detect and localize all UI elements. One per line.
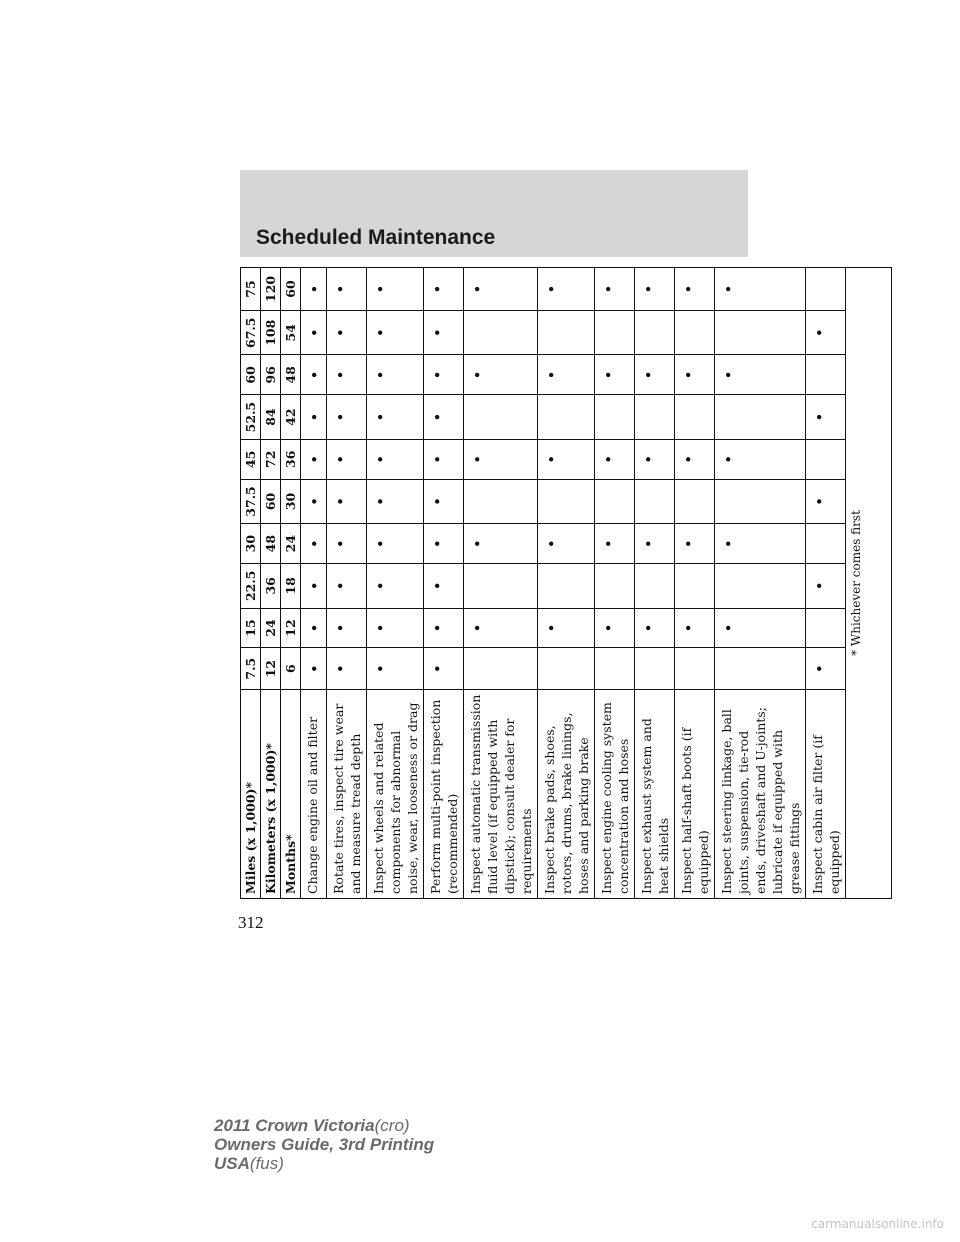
service-bullet: •: [715, 524, 806, 564]
service-bullet: •: [675, 268, 715, 311]
service-bullet: •: [806, 311, 846, 355]
service-bullet: •: [424, 648, 464, 689]
header-row: [261, 268, 281, 899]
header-value: 12: [261, 648, 281, 689]
service-bullet: •: [595, 355, 635, 395]
empty-cell: [806, 268, 846, 311]
header-label: Miles (x 1,000)*: [241, 689, 261, 898]
table-row: [301, 268, 327, 899]
service-bullet: •: [327, 564, 367, 608]
table-row: [464, 268, 538, 899]
header-value: 36: [281, 439, 301, 479]
service-bullet: •: [538, 439, 595, 479]
task-label: Perform multi-point inspection (recommended): [424, 689, 464, 898]
empty-cell: [715, 479, 806, 523]
service-bullet: •: [675, 439, 715, 479]
task-label: Inspect brake pads, shoes, rotors, drums, brake linings, hoses and parking brake: [538, 689, 595, 898]
empty-cell: [595, 648, 635, 689]
service-bullet: •: [635, 355, 675, 395]
header-value: 22.5: [241, 564, 261, 608]
empty-cell: [464, 311, 538, 355]
service-bullet: •: [301, 608, 327, 648]
header-value: 42: [281, 395, 301, 439]
task-label: Inspect steering linkage, ball joints, suspension, tie-rod ends, driveshaft and U-joints; lubricate if equipped with grease fittings: [715, 689, 806, 898]
service-bullet: •: [301, 395, 327, 439]
service-bullet: •: [595, 439, 635, 479]
header-value: 60: [261, 479, 281, 523]
header-value: 120: [261, 268, 281, 311]
service-bullet: •: [424, 311, 464, 355]
service-bullet: •: [595, 268, 635, 311]
service-bullet: •: [327, 311, 367, 355]
service-bullet: •: [635, 439, 675, 479]
empty-cell: [675, 564, 715, 608]
service-bullet: •: [424, 439, 464, 479]
service-bullet: •: [367, 524, 424, 564]
service-bullet: •: [424, 564, 464, 608]
service-bullet: •: [675, 524, 715, 564]
service-bullet: •: [595, 608, 635, 648]
task-label: Inspect exhaust system and heat shields: [635, 689, 675, 898]
header-value: 67.5: [241, 311, 261, 355]
empty-cell: [635, 479, 675, 523]
task-label: Inspect automatic transmission fluid level (if equipped with dipstick); consult dealer for requirements: [464, 689, 538, 898]
service-bullet: •: [806, 648, 846, 689]
empty-cell: [715, 395, 806, 439]
service-bullet: •: [595, 524, 635, 564]
empty-cell: [538, 395, 595, 439]
empty-cell: [675, 479, 715, 523]
header-value: 54: [281, 311, 301, 355]
header-value: 52.5: [241, 395, 261, 439]
service-bullet: •: [538, 524, 595, 564]
service-bullet: •: [715, 355, 806, 395]
header-value: 36: [261, 564, 281, 608]
task-label: Inspect wheels and related components for abnormal noise, wear, looseness or drag: [367, 689, 424, 898]
service-bullet: •: [464, 439, 538, 479]
service-bullet: •: [635, 608, 675, 648]
header-row: [281, 268, 301, 899]
empty-cell: [595, 564, 635, 608]
service-bullet: •: [538, 355, 595, 395]
service-bullet: •: [327, 524, 367, 564]
service-bullet: •: [538, 608, 595, 648]
header-value: 30: [241, 524, 261, 564]
service-bullet: •: [301, 479, 327, 523]
service-bullet: •: [635, 524, 675, 564]
service-bullet: •: [367, 439, 424, 479]
service-bullet: •: [367, 355, 424, 395]
footer-edition: Owners Guide, 3rd Printing: [214, 1135, 435, 1154]
service-bullet: •: [424, 524, 464, 564]
empty-cell: [675, 311, 715, 355]
header-label: Kilometers (x 1,000)*: [261, 689, 281, 898]
service-bullet: •: [367, 268, 424, 311]
header-value: 96: [261, 355, 281, 395]
service-bullet: •: [367, 395, 424, 439]
empty-cell: [635, 564, 675, 608]
maintenance-schedule: [240, 267, 863, 899]
empty-cell: [538, 648, 595, 689]
service-bullet: •: [538, 268, 595, 311]
service-bullet: •: [424, 268, 464, 311]
service-bullet: •: [806, 564, 846, 608]
header-value: 24: [261, 608, 281, 648]
header-value: 60: [241, 355, 261, 395]
header-value: 15: [241, 608, 261, 648]
header-value: 6: [281, 648, 301, 689]
header-label: Months*: [281, 689, 301, 898]
table-footnote: * Whichever comes first: [846, 267, 892, 899]
service-bullet: •: [675, 355, 715, 395]
service-bullet: •: [806, 395, 846, 439]
service-bullet: •: [301, 648, 327, 689]
table-header: [241, 268, 301, 899]
table-row: [538, 268, 595, 899]
service-bullet: •: [675, 608, 715, 648]
service-bullet: •: [327, 439, 367, 479]
empty-cell: [806, 439, 846, 479]
task-label: Rotate tires, inspect tire wear and measure tread depth: [327, 689, 367, 898]
empty-cell: [806, 355, 846, 395]
empty-cell: [635, 648, 675, 689]
table-row: [675, 268, 715, 899]
service-bullet: •: [327, 648, 367, 689]
header-value: 72: [261, 439, 281, 479]
document-footer: [214, 1116, 434, 1173]
service-bullet: •: [327, 479, 367, 523]
service-bullet: •: [424, 479, 464, 523]
footer-model-code: (cro): [374, 1116, 410, 1135]
table-row: [595, 268, 635, 899]
empty-cell: [464, 395, 538, 439]
service-bullet: •: [367, 311, 424, 355]
header-row: [241, 268, 261, 899]
service-bullet: •: [635, 268, 675, 311]
empty-cell: [538, 564, 595, 608]
service-bullet: •: [424, 608, 464, 648]
service-bullet: •: [327, 355, 367, 395]
header-value: 24: [281, 524, 301, 564]
service-bullet: •: [464, 524, 538, 564]
empty-cell: [806, 608, 846, 648]
header-value: 48: [281, 355, 301, 395]
service-bullet: •: [301, 564, 327, 608]
header-value: 12: [281, 608, 301, 648]
table-row: [715, 268, 806, 899]
footer-region-code: (fus): [249, 1154, 284, 1173]
header-value: 60: [281, 268, 301, 311]
header-value: 108: [261, 311, 281, 355]
header-value: 18: [281, 564, 301, 608]
service-bullet: •: [327, 395, 367, 439]
header-value: 84: [261, 395, 281, 439]
table-row: [806, 268, 846, 899]
service-bullet: •: [715, 608, 806, 648]
service-bullet: •: [715, 439, 806, 479]
empty-cell: [675, 395, 715, 439]
service-bullet: •: [367, 479, 424, 523]
service-bullet: •: [464, 268, 538, 311]
table-row: [327, 268, 367, 899]
table-body: [301, 268, 846, 899]
header-value: 30: [281, 479, 301, 523]
empty-cell: [675, 648, 715, 689]
empty-cell: [806, 524, 846, 564]
service-bullet: •: [301, 355, 327, 395]
empty-cell: [715, 311, 806, 355]
task-label: Inspect engine cooling system concentration and hoses: [595, 689, 635, 898]
table-row: [424, 268, 464, 899]
service-bullet: •: [367, 648, 424, 689]
table-row: [367, 268, 424, 899]
header-value: 7.5: [241, 648, 261, 689]
watermark: carmanualsonline.info: [811, 1217, 944, 1231]
service-bullet: •: [715, 268, 806, 311]
task-label: Inspect half-shaft boots (if equipped): [675, 689, 715, 898]
empty-cell: [635, 311, 675, 355]
empty-cell: [715, 648, 806, 689]
empty-cell: [715, 564, 806, 608]
service-bullet: •: [424, 355, 464, 395]
task-label: Inspect cabin air filter (if equipped): [806, 689, 846, 898]
empty-cell: [464, 648, 538, 689]
header-value: 75: [241, 268, 261, 311]
empty-cell: [635, 395, 675, 439]
header-value: 48: [261, 524, 281, 564]
footer-region: USA: [214, 1154, 250, 1173]
service-bullet: •: [327, 608, 367, 648]
service-bullet: •: [367, 564, 424, 608]
service-bullet: •: [464, 355, 538, 395]
service-bullet: •: [464, 608, 538, 648]
empty-cell: [464, 564, 538, 608]
header-value: 37.5: [241, 479, 261, 523]
service-bullet: •: [806, 479, 846, 523]
empty-cell: [595, 311, 635, 355]
page-number: 312: [238, 913, 264, 932]
service-bullet: •: [424, 395, 464, 439]
empty-cell: [595, 479, 635, 523]
empty-cell: [538, 311, 595, 355]
table-row: [635, 268, 675, 899]
maintenance-table: [240, 267, 846, 899]
footer-model: 2011 Crown Victoria: [214, 1116, 375, 1135]
empty-cell: [538, 479, 595, 523]
header-value: 45: [241, 439, 261, 479]
empty-cell: [595, 395, 635, 439]
service-bullet: •: [327, 268, 367, 311]
service-bullet: •: [301, 311, 327, 355]
service-bullet: •: [301, 524, 327, 564]
service-bullet: •: [301, 268, 327, 311]
service-bullet: •: [367, 608, 424, 648]
task-label: Change engine oil and filter: [301, 689, 327, 898]
service-bullet: •: [301, 439, 327, 479]
section-title: Scheduled Maintenance: [256, 226, 496, 249]
empty-cell: [464, 479, 538, 523]
